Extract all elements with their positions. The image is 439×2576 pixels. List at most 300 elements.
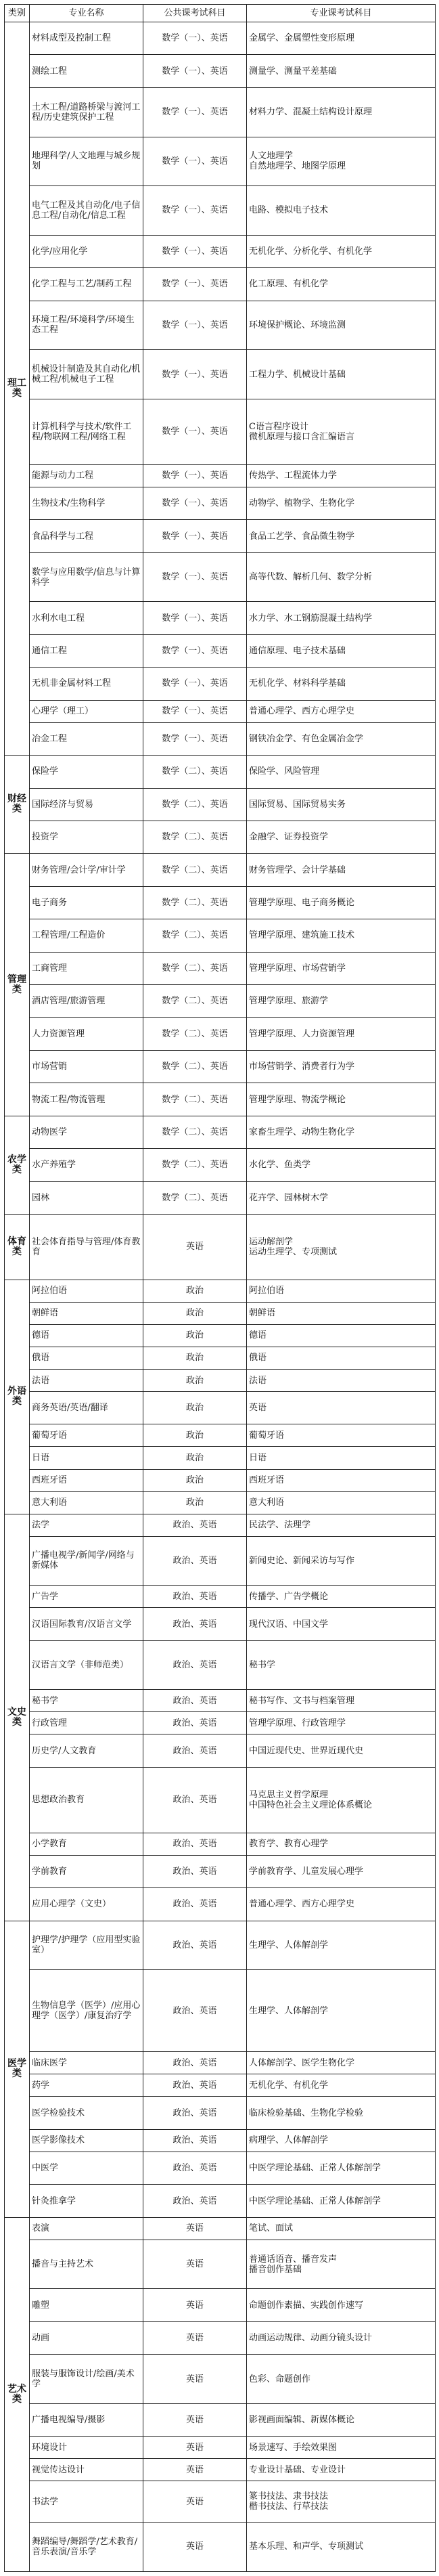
professional-exam-cell-text: 病理学、人体解剖学 xyxy=(249,2135,329,2146)
major-cell-text: 小学教育 xyxy=(32,1839,68,1850)
professional-exam-cell-text: 电路、模拟电子技术 xyxy=(249,205,329,216)
category-cell xyxy=(5,22,30,756)
major-cell xyxy=(30,1888,143,1921)
major-cell-text: 化学/应用化学 xyxy=(32,246,88,257)
professional-exam-cell xyxy=(247,2217,436,2240)
table-row xyxy=(5,87,436,137)
professional-exam-cell-text: 色彩、命题创作 xyxy=(249,2374,311,2384)
public-exam-cell-text: 政治、英语 xyxy=(172,2057,217,2068)
major-cell-text: 广播电视编导/摄影 xyxy=(32,2415,106,2426)
public-exam-cell-text: 政治、英语 xyxy=(172,2005,217,2016)
public-exam-cell xyxy=(143,399,247,464)
major-cell-text: 酒店管理/旅游管理 xyxy=(32,996,106,1007)
professional-exam-cell xyxy=(247,1083,436,1116)
major-cell xyxy=(30,137,143,186)
professional-exam-cell xyxy=(247,1855,436,1887)
public-exam-cell-text: 数学（二）、英语 xyxy=(162,996,228,1007)
major-cell-text: 朝鲜语 xyxy=(32,1308,59,1319)
professional-exam-cell xyxy=(247,1767,436,1833)
public-exam-cell-text: 政治 xyxy=(185,1330,204,1341)
major-cell-text: 化学工程与工艺/制药工程 xyxy=(32,279,132,290)
major-cell xyxy=(30,854,143,886)
professional-exam-cell-text: 普通心理学、西方心理学史 xyxy=(249,1899,355,1910)
professional-exam-cell xyxy=(247,1370,436,1392)
public-exam-cell-text: 数学（一）、英语 xyxy=(162,427,228,437)
table-row xyxy=(5,2217,436,2240)
major-cell-text: 意大利语 xyxy=(32,1498,68,1508)
table-row xyxy=(5,722,436,755)
public-exam-cell-text: 数学（一）、英语 xyxy=(162,33,228,44)
major-cell-text: 阿拉伯语 xyxy=(32,1286,68,1296)
major-cell xyxy=(30,1392,143,1424)
professional-exam-cell-text: 学前教育学、儿童发展心理学 xyxy=(249,1866,364,1877)
table-row xyxy=(5,2355,436,2404)
category-label: 理工类 xyxy=(7,378,26,399)
public-exam-cell xyxy=(143,2052,247,2074)
category-cell xyxy=(5,1116,30,1214)
professional-exam-cell-text: 管理学原理、建筑施工技术 xyxy=(249,930,355,941)
major-cell xyxy=(30,1469,143,1491)
public-exam-cell xyxy=(143,301,247,350)
public-exam-cell-text: 数学（一）、英语 xyxy=(162,66,228,77)
major-cell xyxy=(30,2481,143,2523)
major-cell-text: 法语 xyxy=(32,1375,50,1386)
major-cell xyxy=(30,235,143,267)
professional-exam-cell-text: 阿拉伯语 xyxy=(249,1286,285,1296)
major-cell xyxy=(30,1302,143,1324)
public-exam-cell xyxy=(143,1370,247,1392)
table-row xyxy=(5,137,436,186)
table-row xyxy=(5,2459,436,2481)
professional-exam-cell xyxy=(247,55,436,87)
public-exam-cell xyxy=(143,487,247,519)
major-cell xyxy=(30,520,143,552)
category-label: 文史类 xyxy=(7,1706,26,1728)
category-label: 管理类 xyxy=(7,974,26,995)
public-exam-cell xyxy=(143,1855,247,1887)
public-exam-cell-text: 英语 xyxy=(185,2223,204,2234)
public-exam-cell xyxy=(143,756,247,788)
professional-exam-cell xyxy=(247,2459,436,2481)
public-exam-cell-text: 数学（二）、英语 xyxy=(162,1192,228,1203)
major-cell xyxy=(30,1181,143,1214)
public-exam-cell-text: 英语 xyxy=(185,2300,204,2311)
public-exam-cell xyxy=(143,1833,247,1855)
major-cell xyxy=(30,1491,143,1514)
major-cell-text: 针灸推拿学 xyxy=(32,2196,76,2206)
professional-exam-cell-text: 人体解剖学、医学生物化学 xyxy=(249,2057,355,2068)
table-row xyxy=(5,552,436,602)
professional-exam-cell-text: 管理学原理、人力资源管理 xyxy=(249,1028,355,1039)
professional-exam-cell xyxy=(247,1833,436,1855)
public-exam-cell xyxy=(143,1921,247,1970)
professional-exam-cell-text: 管理学原理、物流学概论 xyxy=(249,1094,346,1105)
public-exam-cell-text: 数学（二）、英语 xyxy=(162,963,228,974)
public-exam-cell xyxy=(143,788,247,821)
major-cell xyxy=(30,1324,143,1347)
professional-exam-cell-text: 日语 xyxy=(249,1453,267,1463)
public-exam-cell xyxy=(143,722,247,755)
major-cell xyxy=(30,1018,143,1050)
major-cell xyxy=(30,2459,143,2481)
major-cell-text: 视觉传达设计 xyxy=(32,2464,85,2475)
category-label: 医学类 xyxy=(7,2058,26,2080)
public-exam-cell-text: 英语 xyxy=(185,2415,204,2426)
table-row xyxy=(5,1536,436,1586)
major-cell xyxy=(30,985,143,1018)
table-row xyxy=(5,1324,436,1347)
public-exam-cell-text: 数学（二）、英语 xyxy=(162,832,228,843)
major-cell-text: 雕塑 xyxy=(32,2300,50,2311)
professional-exam-cell-text: 通信原理、电子技术基础 xyxy=(249,646,346,656)
professional-exam-cell xyxy=(247,1690,436,1712)
professional-exam-cell-text: 葡萄牙语 xyxy=(249,1430,285,1441)
professional-exam-cell-text: 中国近现代史、世界近现代史 xyxy=(249,1745,364,1756)
public-exam-cell-text: 政治 xyxy=(185,1353,204,1363)
table-row xyxy=(5,1181,436,1214)
professional-exam-cell-text: 家畜生理学、动物生物化学 xyxy=(249,1127,355,1137)
major-cell-text: 法学 xyxy=(32,1520,50,1531)
table-row xyxy=(5,1734,436,1767)
public-exam-cell xyxy=(143,1302,247,1324)
public-exam-cell-text: 数学（一）、英语 xyxy=(162,706,228,717)
public-exam-cell xyxy=(143,2097,247,2129)
professional-exam-cell-text: 临床检验基础、生物化学检验 xyxy=(249,2108,364,2118)
table-row xyxy=(5,1712,436,1734)
header-professional-exam: 专业课考试科目 xyxy=(247,5,436,22)
table-row xyxy=(5,1586,436,1608)
professional-exam-cell xyxy=(247,1491,436,1514)
table-row xyxy=(5,268,436,301)
public-exam-cell xyxy=(143,1608,247,1640)
major-cell xyxy=(30,886,143,919)
table-row xyxy=(5,2097,436,2129)
major-cell-text: 行政管理 xyxy=(32,1718,68,1728)
public-exam-cell-text: 数学（二）、英语 xyxy=(162,1028,228,1039)
major-cell xyxy=(30,301,143,350)
table-row xyxy=(5,821,436,853)
major-cell-text: 服装与服饰设计/绘画/美术学 xyxy=(32,2369,135,2390)
major-cell-text: 生物信息学（医学）/应用心理学（医学）/康复治疗学 xyxy=(32,2001,141,2022)
professional-exam-cell xyxy=(247,1280,436,1302)
professional-exam-cell xyxy=(247,552,436,602)
professional-exam-cell xyxy=(247,919,436,952)
major-cell xyxy=(30,552,143,602)
public-exam-cell xyxy=(143,2355,247,2404)
major-cell xyxy=(30,2185,143,2217)
table-row xyxy=(5,1855,436,1887)
public-exam-cell xyxy=(143,137,247,186)
table-row xyxy=(5,1392,436,1424)
public-exam-cell-text: 政治、英语 xyxy=(172,1718,217,1728)
professional-exam-cell xyxy=(247,756,436,788)
category-cell xyxy=(5,2217,30,2571)
professional-exam-cell xyxy=(247,1392,436,1424)
major-cell xyxy=(30,268,143,301)
table-row xyxy=(5,1347,436,1369)
table-row xyxy=(5,1491,436,1514)
major-cell xyxy=(30,821,143,853)
public-exam-cell-text: 数学（二）、英语 xyxy=(162,865,228,875)
professional-exam-cell-text: 普通心理学、西方心理学史 xyxy=(249,706,355,717)
major-cell-text: 电子商务 xyxy=(32,897,68,908)
public-exam-cell-text: 数学（一）、英语 xyxy=(162,107,228,118)
major-cell xyxy=(30,1347,143,1369)
table-row xyxy=(5,1833,436,1855)
major-cell xyxy=(30,602,143,634)
major-cell-text: 俄语 xyxy=(32,1353,50,1363)
public-exam-cell-text: 数学（一）、英语 xyxy=(162,613,228,624)
professional-exam-cell-text: C语言程序设计 微机原理与接口含汇编语言 xyxy=(249,421,355,442)
professional-exam-cell-text: 中医学理论基础、正常人体解剖学 xyxy=(249,2196,382,2206)
public-exam-cell xyxy=(143,2074,247,2097)
professional-exam-cell-text: 测量学、测量平差基础 xyxy=(249,66,338,77)
public-exam-cell xyxy=(143,1149,247,1181)
professional-exam-cell xyxy=(247,87,436,137)
public-exam-cell xyxy=(143,520,247,552)
header-public-exam: 公共课考试科目 xyxy=(143,5,247,22)
major-cell-text: 舞蹈编导/舞蹈学/艺术教育/音乐表演/音乐学 xyxy=(32,2536,138,2557)
public-exam-cell xyxy=(143,2240,247,2289)
professional-exam-cell xyxy=(247,2355,436,2404)
public-exam-cell xyxy=(143,854,247,886)
public-exam-cell-text: 数学（一）、英语 xyxy=(162,246,228,257)
professional-exam-cell xyxy=(247,2321,436,2354)
public-exam-cell-text: 数学（一）、英语 xyxy=(162,471,228,481)
major-cell xyxy=(30,1690,143,1712)
category-label: 财经类 xyxy=(7,793,26,815)
major-cell-text: 环境工程/环境科学/环境生态工程 xyxy=(32,315,135,336)
table-row xyxy=(5,2403,436,2436)
table-row xyxy=(5,1050,436,1083)
major-cell-text: 生物技术/生物科学 xyxy=(32,498,106,509)
major-cell xyxy=(30,1050,143,1083)
professional-exam-cell-text: 现代汉语、中国文学 xyxy=(249,1619,329,1630)
major-cell-text: 广告学 xyxy=(32,1591,59,1602)
table-row xyxy=(5,756,436,788)
public-exam-cell-text: 政治、英语 xyxy=(172,1695,217,1706)
public-exam-cell-text: 数学（一）、英语 xyxy=(162,205,228,216)
table-row xyxy=(5,399,436,464)
major-cell-text: 应用心理学（文史） xyxy=(32,1899,112,1910)
public-exam-cell-text: 数学（二）、英语 xyxy=(162,1127,228,1137)
major-cell-text: 动画 xyxy=(32,2333,50,2344)
professional-exam-cell xyxy=(247,268,436,301)
category-cell xyxy=(5,1921,30,2217)
public-exam-cell xyxy=(143,1514,247,1536)
public-exam-cell-text: 政治、英语 xyxy=(172,1555,217,1566)
public-exam-cell xyxy=(143,1018,247,1050)
major-cell-text: 日语 xyxy=(32,1453,50,1463)
professional-exam-cell xyxy=(247,2240,436,2289)
table-row xyxy=(5,2321,436,2354)
category-label: 外语类 xyxy=(7,1386,26,1407)
public-exam-cell-text: 政治、英语 xyxy=(172,2163,217,2174)
professional-exam-cell xyxy=(247,722,436,755)
major-cell xyxy=(30,2074,143,2097)
professional-exam-cell-text: 秘书写作、文书与档案管理 xyxy=(249,1695,355,1706)
professional-exam-cell xyxy=(247,2129,436,2152)
public-exam-cell-text: 英语 xyxy=(185,2541,204,2552)
major-cell xyxy=(30,1280,143,1302)
major-cell xyxy=(30,186,143,236)
public-exam-cell xyxy=(143,235,247,267)
major-cell-text: 无机非金属材料工程 xyxy=(32,678,112,689)
public-exam-cell-text: 数学（二）、英语 xyxy=(162,897,228,908)
major-cell-text: 水产养殖学 xyxy=(32,1160,76,1171)
public-exam-cell xyxy=(143,952,247,984)
table-row xyxy=(5,2240,436,2289)
table-row xyxy=(5,1116,436,1148)
professional-exam-cell-text: 管理学原理、旅游学 xyxy=(249,996,329,1007)
major-cell-text: 西班牙语 xyxy=(32,1475,68,1486)
table-row xyxy=(5,2152,436,2184)
public-exam-cell-text: 政治、英语 xyxy=(172,2080,217,2091)
public-exam-cell-text: 政治、英语 xyxy=(172,1866,217,1877)
professional-exam-cell xyxy=(247,821,436,853)
professional-exam-cell xyxy=(247,2074,436,2097)
professional-exam-cell xyxy=(247,1116,436,1148)
major-cell-text: 汉语言文学（非师范类） xyxy=(32,1660,129,1671)
major-cell xyxy=(30,1536,143,1586)
professional-exam-cell-text: 法语 xyxy=(249,1375,267,1386)
public-exam-cell xyxy=(143,1424,247,1447)
public-exam-cell xyxy=(143,22,247,55)
major-cell xyxy=(30,399,143,464)
public-exam-cell-text: 政治、英语 xyxy=(172,1619,217,1630)
major-cell-text: 书法学 xyxy=(32,2496,59,2507)
professional-exam-cell-text: 动物学、植物学、生物化学 xyxy=(249,498,355,509)
professional-exam-cell-text: 影视画面编辑、新媒体概论 xyxy=(249,2415,355,2426)
table-row xyxy=(5,301,436,350)
major-cell-text: 商务英语/英语/翻译 xyxy=(32,1403,108,1414)
professional-exam-cell xyxy=(247,1447,436,1469)
major-cell-text: 环境设计 xyxy=(32,2442,68,2453)
public-exam-cell-text: 政治、英语 xyxy=(172,1660,217,1671)
major-cell-text: 葡萄牙语 xyxy=(32,1430,68,1441)
table-row xyxy=(5,1970,436,2052)
professional-exam-cell-text: 生理学、人体解剖学 xyxy=(249,1940,329,1950)
public-exam-cell xyxy=(143,602,247,634)
major-cell xyxy=(30,2097,143,2129)
professional-exam-cell xyxy=(247,2437,436,2459)
major-cell-text: 工程管理/工程造价 xyxy=(32,930,106,941)
major-cell-text: 工商管理 xyxy=(32,963,68,974)
table-row xyxy=(5,1083,436,1116)
major-cell-text: 表演 xyxy=(32,2223,50,2234)
major-cell xyxy=(30,2129,143,2152)
public-exam-cell xyxy=(143,464,247,487)
professional-exam-cell-text: 无机化学、材料科学基础 xyxy=(249,678,346,689)
public-exam-cell-text: 英语 xyxy=(185,1242,204,1252)
professional-exam-cell xyxy=(247,487,436,519)
professional-exam-cell-text: 生理学、人体解剖学 xyxy=(249,2005,329,2016)
major-cell xyxy=(30,1586,143,1608)
major-cell xyxy=(30,919,143,952)
major-cell xyxy=(30,756,143,788)
table-row xyxy=(5,2129,436,2152)
table-body xyxy=(5,22,436,2572)
public-exam-cell-text: 英语 xyxy=(185,2496,204,2507)
major-cell xyxy=(30,1447,143,1469)
professional-exam-cell-text: 笔试、面试 xyxy=(249,2223,294,2234)
category-cell xyxy=(5,1514,30,1921)
public-exam-cell xyxy=(143,668,247,700)
public-exam-cell-text: 数学（一）、英语 xyxy=(162,733,228,744)
professional-exam-cell xyxy=(247,1734,436,1767)
public-exam-cell xyxy=(143,1181,247,1214)
public-exam-cell xyxy=(143,2321,247,2354)
professional-exam-cell-text: 保险学、风险管理 xyxy=(249,766,320,777)
public-exam-cell xyxy=(143,87,247,137)
professional-exam-cell xyxy=(247,2522,436,2571)
professional-exam-cell-text: 专业设计基础、专业设计 xyxy=(249,2464,346,2475)
major-cell-text: 动物医学 xyxy=(32,1127,68,1137)
public-exam-cell xyxy=(143,2129,247,2152)
major-cell xyxy=(30,1921,143,1970)
professional-exam-cell-text: 西班牙语 xyxy=(249,1475,285,1486)
major-cell xyxy=(30,788,143,821)
professional-exam-cell xyxy=(247,186,436,236)
public-exam-cell xyxy=(143,552,247,602)
professional-exam-cell xyxy=(247,1324,436,1347)
category-cell xyxy=(5,854,30,1116)
public-exam-cell xyxy=(143,2437,247,2459)
table-row xyxy=(5,55,436,87)
major-cell-text: 土木工程/道路桥梁与渡河工程/历史建筑保护工程 xyxy=(32,102,141,123)
professional-exam-cell-text: 水力学、水工钢筋混凝土结构学 xyxy=(249,613,373,624)
major-cell xyxy=(30,952,143,984)
major-cell xyxy=(30,1370,143,1392)
major-cell-text: 汉语国际教育/汉语言文学 xyxy=(32,1619,132,1630)
major-cell-text: 药学 xyxy=(32,2080,50,2091)
public-exam-cell-text: 政治、英语 xyxy=(172,1839,217,1850)
public-exam-cell-text: 政治、英语 xyxy=(172,1940,217,1950)
major-cell-text: 秘书学 xyxy=(32,1695,59,1706)
public-exam-cell-text: 政治 xyxy=(185,1453,204,1463)
public-exam-cell-text: 政治、英语 xyxy=(172,1745,217,1756)
major-cell-text: 数学与应用数学/信息与计算科学 xyxy=(32,567,141,588)
table-row xyxy=(5,520,436,552)
public-exam-cell xyxy=(143,634,247,667)
table-row xyxy=(5,854,436,886)
professional-exam-cell xyxy=(247,788,436,821)
major-cell-text: 历史学/人文教育 xyxy=(32,1745,97,1756)
public-exam-cell xyxy=(143,2481,247,2523)
public-exam-cell xyxy=(143,268,247,301)
table-row xyxy=(5,1302,436,1324)
table-row xyxy=(5,952,436,984)
professional-exam-cell xyxy=(247,2289,436,2321)
major-cell xyxy=(30,2217,143,2240)
public-exam-cell-text: 政治 xyxy=(185,1498,204,1508)
professional-exam-cell-text: 化工原理、有机化学 xyxy=(249,279,329,290)
table-row xyxy=(5,464,436,487)
major-cell xyxy=(30,668,143,700)
professional-exam-cell xyxy=(247,1921,436,1970)
public-exam-cell xyxy=(143,985,247,1018)
professional-exam-cell-text: 管理学原理、市场营销学 xyxy=(249,963,346,974)
major-cell-text: 机械设计制造及其自动化/机械工程/机械电子工程 xyxy=(32,364,141,385)
table-row xyxy=(5,350,436,399)
table-row xyxy=(5,1018,436,1050)
public-exam-cell xyxy=(143,1491,247,1514)
table-row xyxy=(5,1469,436,1491)
public-exam-cell-text: 政治、英语 xyxy=(172,1591,217,1602)
table-row xyxy=(5,186,436,236)
professional-exam-cell-text: 无机化学、分析化学、有机化学 xyxy=(249,246,373,257)
public-exam-cell xyxy=(143,821,247,853)
